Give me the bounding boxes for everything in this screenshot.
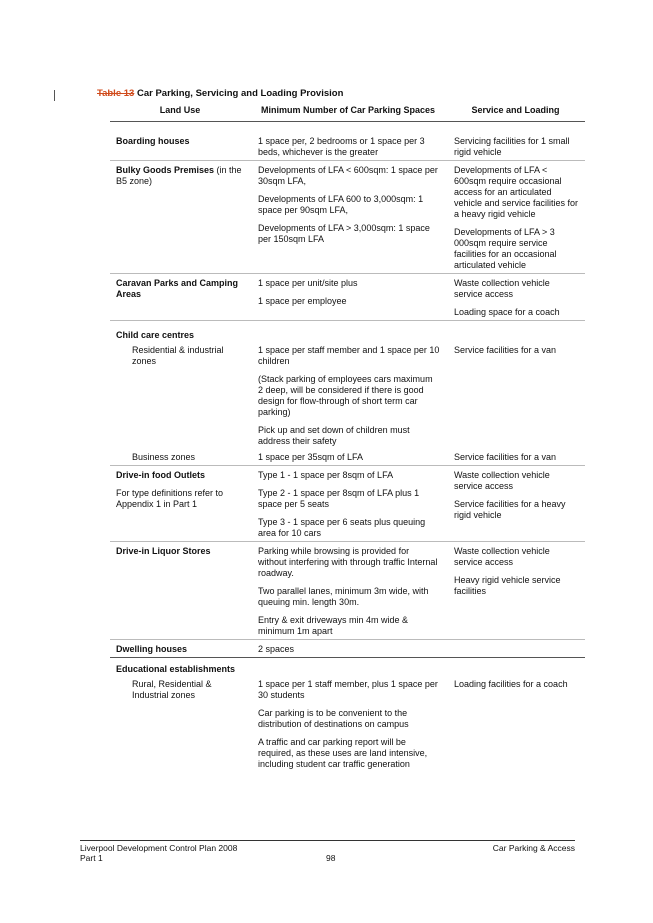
parking-text: Type 2 - 1 space per 8sqm of LFA plus 1 space per 5 seats — [258, 488, 420, 509]
parking-text: Developments of LFA > 3,000sqm: 1 space per 150sqm LFA — [258, 223, 430, 244]
land-use-name: Child care centres — [116, 330, 195, 340]
parking-text: 1 space per unit/site plus — [258, 278, 358, 288]
page-footer — [80, 840, 575, 863]
parking-text: Developments of LFA 600 to 3,000sqm: 1 space per 90sqm LFA, — [258, 194, 424, 215]
parking-text: Type 1 - 1 space per 8sqm of LFA — [258, 470, 394, 480]
land-use-name: Drive-in food Outlets — [116, 470, 206, 480]
column-header-parking: Minimum Number of Car Parking Spaces — [260, 105, 436, 115]
parking-text: Two parallel lanes, minimum 3m wide, with queuing min. length 30m. — [258, 586, 429, 607]
parking-text: Pick up and set down of children must address their safety — [258, 425, 410, 446]
parking-text: Type 3 - 1 space per 6 seats plus queuing area for 10 cars — [258, 517, 426, 538]
parking-text: Developments of LFA < 600sqm: 1 space per 30sqm LFA, — [258, 165, 438, 186]
land-use-note: For type definitions refer to Appendix 1 in Part 1 — [116, 488, 224, 509]
table-row — [110, 274, 585, 321]
table-header — [110, 103, 585, 122]
page-number: 98 — [326, 853, 336, 863]
table-row — [110, 161, 585, 274]
table-row — [110, 122, 585, 161]
column-header-land-use: Land Use — [159, 105, 201, 115]
parking-text: A traffic and car parking report will be required, as these uses are land intensive, including student car traffic generation — [258, 737, 428, 769]
table-title: Car Parking, Servicing and Loading Provision — [136, 88, 344, 99]
parking-text: Car parking is to be convenient to the distribution of destinations on campus — [258, 708, 409, 729]
parking-text: 1 space per 35sqm of LFA — [258, 452, 364, 462]
land-use-name: Drive-in Liquor Stores — [116, 546, 211, 556]
land-use-name: Bulky Goods Premises — [116, 165, 215, 175]
parking-text: 2 spaces — [258, 644, 295, 654]
parking-text: 1 space per staff member and 1 space per 10 children — [258, 345, 440, 366]
parking-text: Entry & exit driveways min 4m wide & minimum 1m apart — [258, 615, 409, 636]
land-use-subname: Residential & industrial zones — [132, 345, 224, 366]
column-header-service: Service and Loading — [471, 105, 560, 115]
table-row — [110, 343, 585, 449]
service-text: Loading space for a coach — [454, 307, 560, 317]
table-row — [110, 321, 585, 343]
parking-text: Parking while browsing is provided for without interfering with through traffic Internal roadway. — [258, 546, 438, 578]
service-text: Developments of LFA < 600sqm require occasional access for an articulated vehicle and service facilities for a heavy rigid vehicle — [454, 165, 579, 219]
footer-part: Part 1 — [80, 853, 103, 863]
service-text: Service facilities for a van — [454, 452, 557, 462]
service-text: Developments of LFA > 3 000sqm require service facilities for an occasional articulated vehicle — [454, 227, 557, 270]
table-caption — [97, 88, 343, 99]
table-row — [110, 677, 585, 772]
parking-text: 1 space per 1 staff member, plus 1 space per 30 students — [258, 679, 438, 700]
table-row — [110, 542, 585, 640]
service-text: Loading facilities for a coach — [454, 679, 568, 689]
table-row — [110, 466, 585, 542]
land-use-subname: Business zones — [132, 452, 196, 462]
service-text: Service facilities for a van — [454, 345, 557, 355]
land-use-name: Educational establishments — [116, 664, 236, 674]
service-text: Service facilities for a heavy rigid vehicle — [454, 499, 566, 520]
land-use-name: Dwelling houses — [116, 644, 188, 654]
parking-text: (Stack parking of employees cars maximum 2 deep, will be considered if there is good design for flow-through of short term car parking) — [258, 374, 433, 417]
revision-change-bar — [54, 90, 55, 101]
service-text: Waste collection vehicle service access — [454, 546, 550, 567]
footer-section: Car Parking & Access — [492, 843, 575, 853]
footer-document-title: Liverpool Development Control Plan 2008 — [80, 843, 238, 853]
service-text: Heavy rigid vehicle service facilities — [454, 575, 561, 596]
table-row — [110, 449, 585, 466]
table-row — [110, 640, 585, 658]
service-text: Waste collection vehicle service access — [454, 470, 550, 491]
parking-text: 1 space per employee — [258, 296, 347, 306]
land-use-subname: Rural, Residential & Industrial zones — [132, 679, 212, 700]
parking-text: 1 space per, 2 bedrooms or 1 space per 3 beds, whichever is the greater — [258, 136, 425, 157]
land-use-note: (in the B5 zone) — [116, 165, 242, 186]
service-text: Servicing facilities for 1 small rigid vehicle — [454, 136, 570, 157]
table-row — [110, 658, 585, 677]
land-use-name: Caravan Parks and Camping Areas — [116, 278, 239, 299]
land-use-name: Boarding houses — [116, 136, 190, 146]
parking-table — [110, 103, 585, 772]
service-text: Waste collection vehicle service access — [454, 278, 550, 299]
table-number: Table 13 — [97, 88, 135, 99]
